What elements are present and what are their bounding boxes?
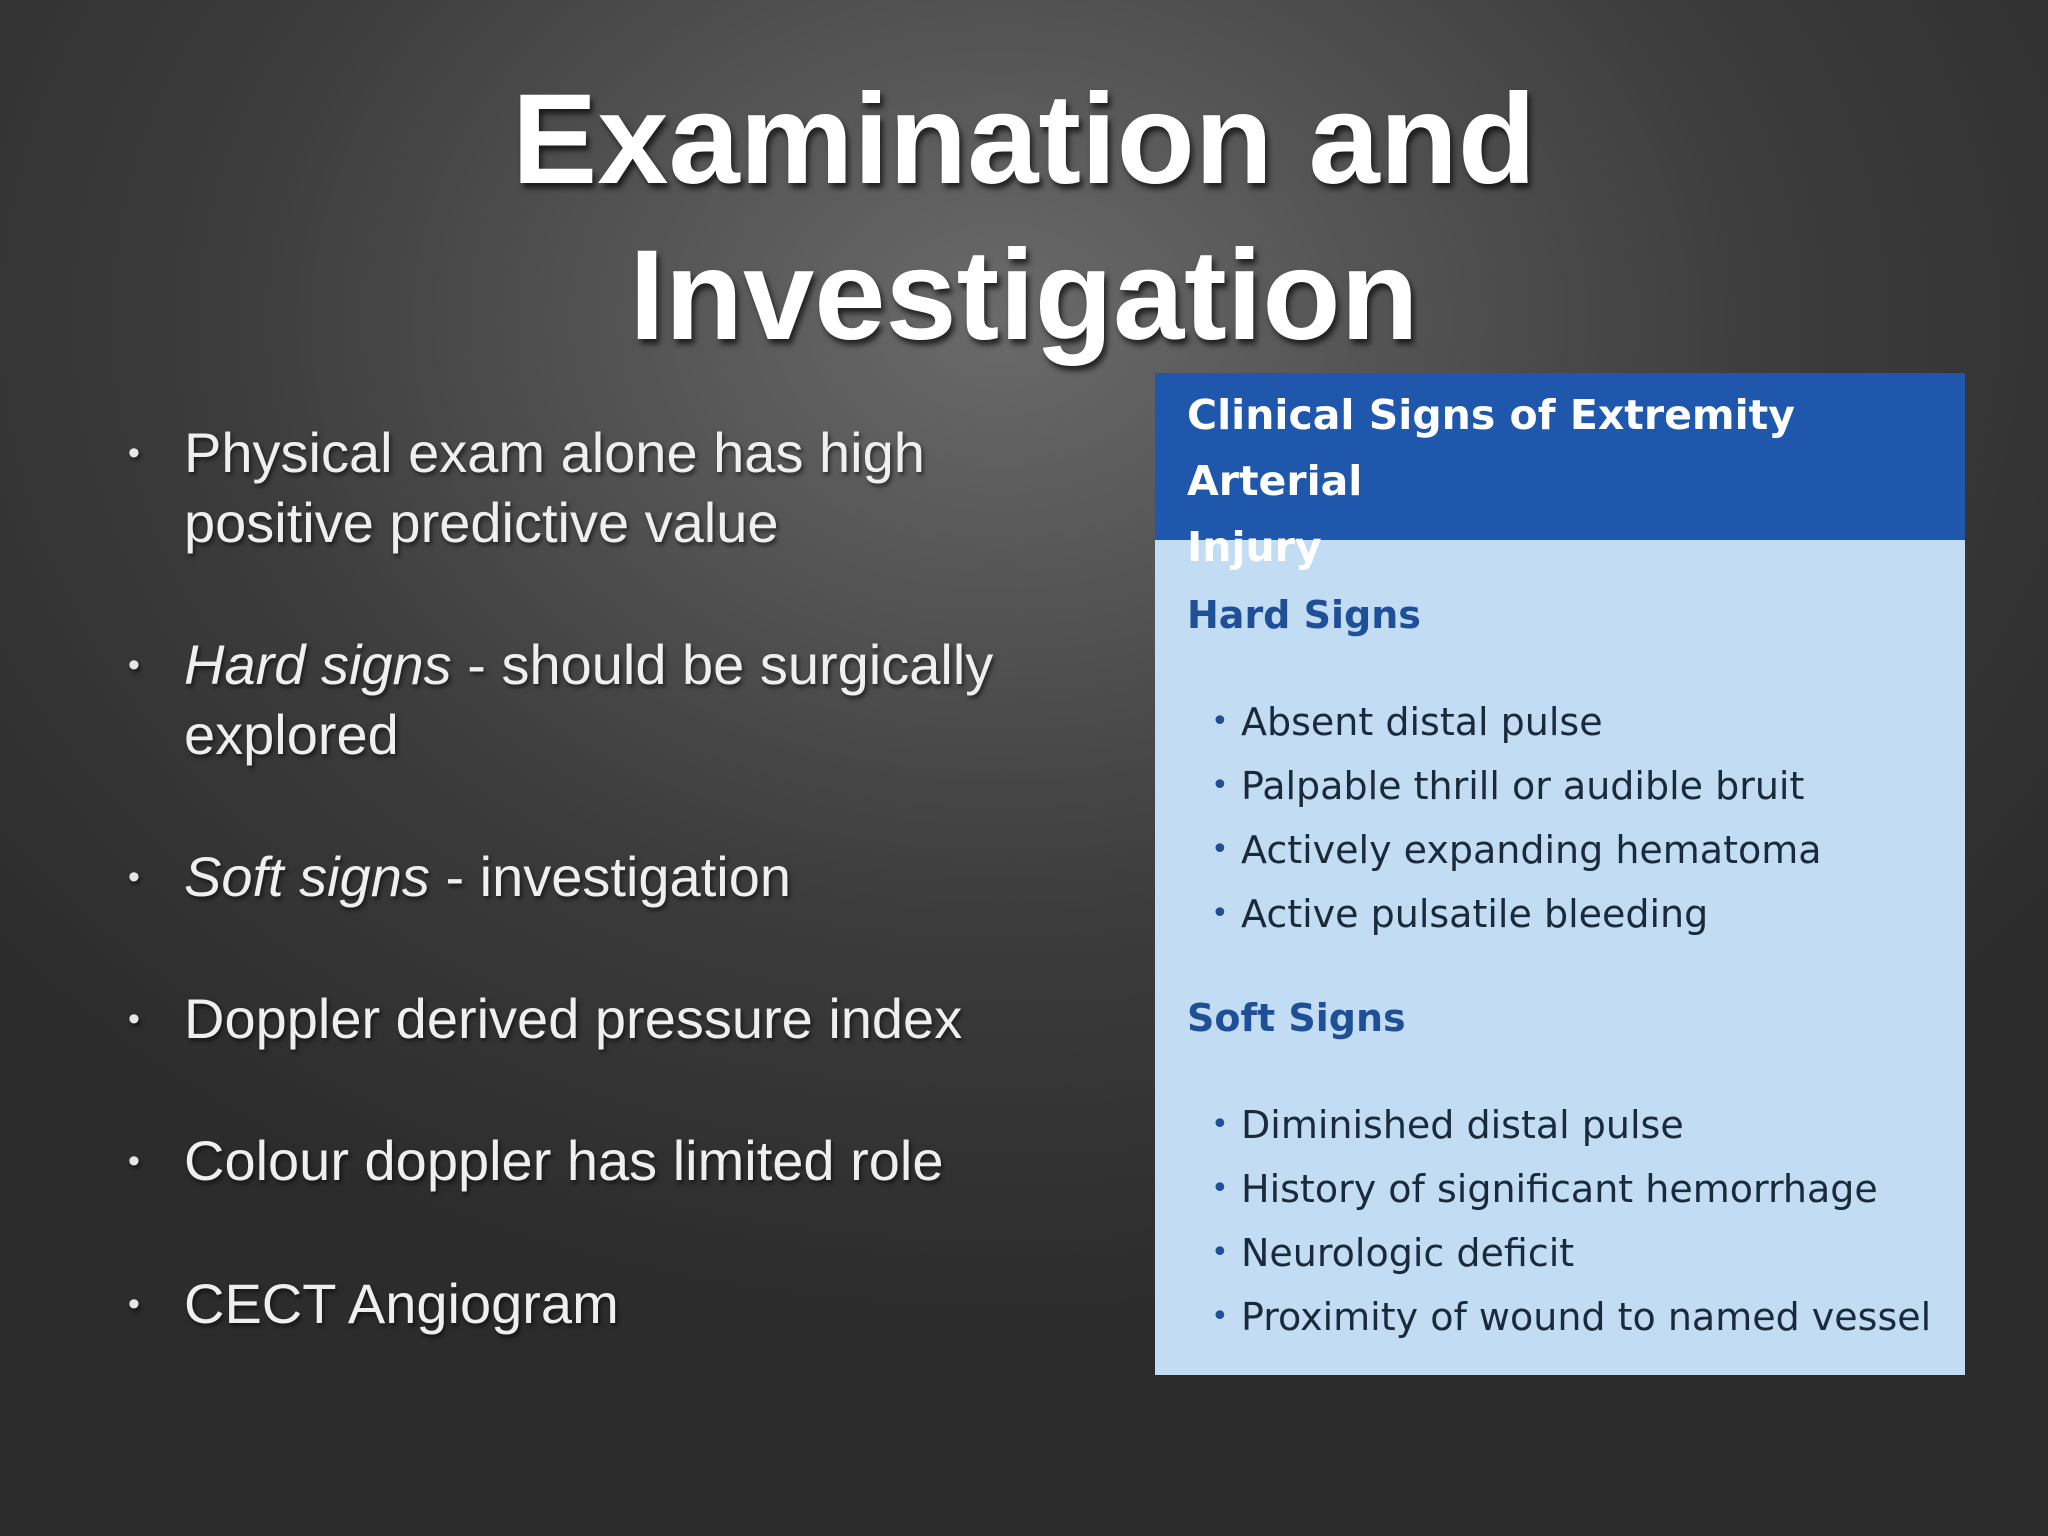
bullet-text-line2: explored [184, 703, 399, 766]
sign-item [1211, 882, 1951, 946]
panel-title-line2: Injury [1187, 523, 1322, 571]
bullet-text-line1: Physical exam alone has high [184, 421, 925, 484]
sign-text: History of significant hemorrhage [1241, 1167, 1878, 1211]
sign-item [1211, 754, 1951, 818]
bullet-emphasis: Soft signs [184, 845, 430, 908]
clinical-signs-panel [1155, 373, 1965, 1375]
bullet-emphasis: Hard signs [184, 633, 452, 696]
panel-title [1187, 382, 1947, 580]
bullet-text [184, 630, 1084, 770]
bullet-marker: • [128, 1285, 140, 1323]
bullet-text: CECT Angiogram [184, 1272, 619, 1335]
soft-signs-list [1211, 1093, 1951, 1349]
hard-signs-list [1211, 690, 1951, 946]
sign-marker: • [1211, 832, 1229, 867]
hard-signs-heading: Hard Signs [1187, 593, 1421, 637]
panel-header [1155, 373, 1965, 571]
slide-title [0, 62, 2048, 374]
bullet-text: Doppler derived pressure index [184, 987, 963, 1050]
sign-text: Actively expanding hematoma [1241, 828, 1822, 872]
sign-marker: • [1211, 704, 1229, 739]
sign-marker: • [1211, 1171, 1229, 1206]
soft-signs-heading: Soft Signs [1187, 996, 1406, 1040]
sign-marker: • [1211, 1235, 1229, 1270]
sign-marker: • [1211, 896, 1229, 931]
sign-text: Neurologic deficit [1241, 1231, 1575, 1275]
sign-text: Diminished distal pulse [1241, 1103, 1684, 1147]
bullet-marker: • [128, 858, 140, 896]
sign-marker: • [1211, 1107, 1229, 1142]
sign-item [1211, 1157, 1951, 1221]
sign-item [1211, 1093, 1951, 1157]
bullet-marker: • [128, 1142, 140, 1180]
bullet-text [184, 842, 1084, 912]
sign-item [1211, 1285, 1951, 1349]
sign-item [1211, 818, 1951, 882]
sign-text: Active pulsatile bleeding [1241, 892, 1709, 936]
bullet-text-rest: - should be surgically [451, 633, 994, 696]
bullet-text [184, 418, 1084, 558]
sign-marker: • [1211, 768, 1229, 803]
sign-text: Absent distal pulse [1241, 700, 1603, 744]
bullet-text: Colour doppler has limited role [184, 1129, 944, 1192]
bullet-marker: • [128, 1000, 140, 1038]
panel-title-line1: Clinical Signs of Extremity Arterial [1187, 391, 1795, 505]
bullet-text-line2: positive predictive value [184, 491, 779, 554]
slide-title-line2: Investigation [629, 224, 1419, 367]
bullet-marker: • [128, 434, 140, 472]
sign-item [1211, 690, 1951, 754]
slide-title-line1: Examination and [511, 68, 1537, 211]
sign-item [1211, 1221, 1951, 1285]
bullet-text-rest: - investigation [429, 845, 791, 908]
sign-text: Proximity of wound to named vessel [1241, 1295, 1932, 1339]
bullet-marker: • [128, 646, 140, 684]
sign-marker: • [1211, 1299, 1229, 1334]
sign-text: Palpable thrill or audible bruit [1241, 764, 1805, 808]
